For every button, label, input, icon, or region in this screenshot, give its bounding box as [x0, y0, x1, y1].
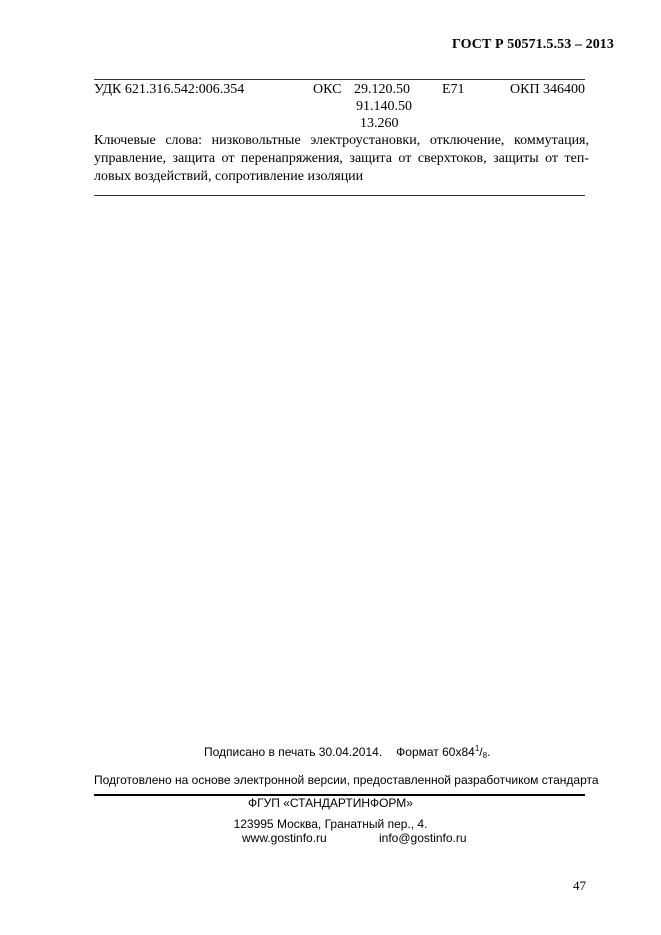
bottom-divider: [94, 195, 585, 196]
oks-code: 13.260: [360, 116, 399, 131]
keywords-paragraph: Ключевые слова: низковольтные электроустановки, отключение, коммутация, управление, защита от перенапряжения, защита от сверхтоков, защиты от теп-ловых воздействий, сопротивление изоляции: [94, 133, 589, 184]
signed-date: Подписано в печать 30.04.2014.: [204, 745, 383, 759]
oks-code: 29.120.50: [354, 82, 410, 97]
email-link[interactable]: info@gostinfo.ru: [379, 831, 467, 845]
paper-format: Формат $60х84^1/_8$.: [396, 744, 491, 760]
okp-code: ОКП 346400: [510, 82, 586, 97]
page-number: 47: [573, 878, 586, 893]
website-link[interactable]: www.gostinfo.ru: [242, 831, 327, 845]
standard-code-header: ГОСТ Р 50571.5.53 – 2013: [451, 37, 614, 52]
e-code: Е71: [442, 82, 465, 97]
oks-codes: [354, 81, 412, 132]
print-signed-line: [204, 744, 490, 760]
oks-code: 91.140.50: [356, 99, 412, 114]
oks-label: ОКС: [313, 82, 342, 97]
prepared-note: Подготовлено на основе электронной версии, предоставленной разработчиком стандарта: [94, 773, 599, 787]
publisher-address: 123995 Москва, Гранатный пер., 4.: [233, 817, 428, 831]
top-divider: [94, 79, 585, 80]
udk-code: УДК 621.316.542:006.354: [94, 82, 245, 97]
publisher-name: ФГУП «СТАНДАРТИНФОРМ»: [248, 796, 413, 810]
